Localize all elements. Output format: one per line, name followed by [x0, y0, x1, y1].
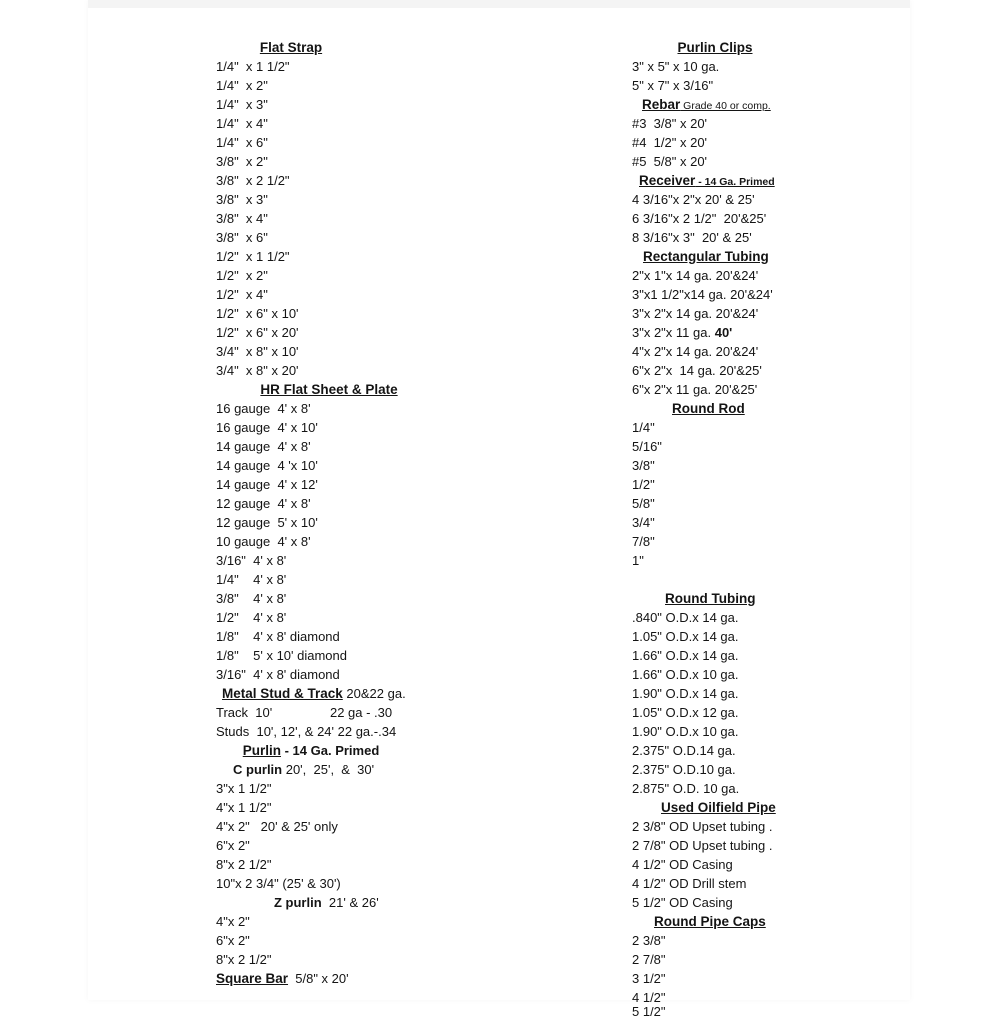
list-item: 1/4" 4' x 8' [216, 572, 287, 587]
list-item: 4 1/2" OD Drill stem [632, 876, 747, 891]
list-item: 3"x 1 1/2" [216, 781, 272, 796]
square-bar-title: Square Bar [216, 971, 289, 986]
list-item: 3/8" x 2 1/2" [216, 173, 290, 188]
list-item: 1/2" x 6" x 20' [216, 325, 299, 340]
list-item: 4 1/2" OD Casing [632, 857, 733, 872]
list-item: 3/4" x 8" x 10' [216, 344, 299, 359]
list-item: 3/8" x 6" [216, 230, 268, 245]
metal-stud-list [216, 703, 476, 741]
square-bar-suffix: 5/8" x 20' [288, 971, 349, 986]
metal-stud-suffix: 20&22 ga. [342, 686, 406, 701]
round-rod-list [632, 418, 822, 570]
used-pipe-heading: Used Oilfield Pipe [661, 800, 776, 815]
purlin-heading [216, 741, 406, 760]
list-item: 1/4" x 1 1/2" [216, 59, 290, 74]
list-item: 16 gauge 4' x 10' [216, 420, 318, 435]
rect-tubing-list-b [632, 342, 822, 399]
list-item: 2 3/8" OD Upset tubing . [632, 819, 773, 834]
list-item: 12 gauge 5' x 10' [216, 515, 318, 530]
list-item: 2.875" O.D. 10 ga. [632, 781, 740, 796]
purlin-title: Purlin [242, 743, 281, 758]
purlin-suffix: - 14 Ga. Primed [281, 743, 380, 758]
square-bar-line [216, 969, 476, 988]
hr-flat-heading: HR Flat Sheet & Plate [260, 382, 398, 397]
list-item: 1/2" 4' x 8' [216, 610, 287, 625]
metal-stud-heading [216, 684, 476, 703]
c-purlin-heading [216, 760, 476, 779]
list-item: 4"x 2"x 14 ga. 20'&24' [632, 344, 759, 359]
list-item: 5 1/2" OD Casing [632, 895, 733, 910]
list-item: 3/8" x 4" [216, 211, 268, 226]
metal-stud-title: Metal Stud & Track [222, 686, 343, 701]
list-item: 3"x1 1/2"x14 ga. 20'&24' [632, 287, 773, 302]
list-item: 10 gauge 4' x 8' [216, 534, 311, 549]
purlin-clips-list [632, 57, 822, 95]
list-item: 14 gauge 4 'x 10' [216, 458, 318, 473]
list-item: .840" O.D.x 14 ga. [632, 610, 739, 625]
list-item: 6"x 2" [216, 838, 250, 853]
list-item: 3/16" 4' x 8' [216, 553, 287, 568]
list-item: 2.375" O.D.14 ga. [632, 743, 736, 758]
rebar-list [632, 114, 822, 171]
list-item: 2"x 1"x 14 ga. 20'&24' [632, 268, 759, 283]
list-item: #4 1/2" x 20' [632, 135, 708, 150]
rect-tubing-bold-line [632, 323, 822, 342]
list-item: 4"x 1 1/2" [216, 800, 272, 815]
list-item: 1.90" O.D.x 10 ga. [632, 724, 739, 739]
list-item: 2.375" O.D.10 ga. [632, 762, 736, 777]
flat-strap-list [216, 57, 476, 380]
list-item: 3"x 2"x 14 ga. 20'&24' [632, 306, 759, 321]
list-item: 2 7/8" [632, 952, 666, 967]
list-item: 1/2" [632, 477, 655, 492]
list-item: 1/2" x 1 1/2" [216, 249, 290, 264]
list-item: 10"x 2 3/4" (25' & 30') [216, 876, 341, 891]
list-item: 14 gauge 4' x 8' [216, 439, 311, 454]
list-item: 1/4" x 2" [216, 78, 268, 93]
list-item: 5/16" [632, 439, 662, 454]
purlin-clips-heading: Purlin Clips [677, 40, 753, 55]
receiver-suffix: - 14 Ga. Primed [695, 176, 775, 188]
round-tubing-heading: Round Tubing [665, 591, 756, 606]
list-item: 1/2" x 4" [216, 287, 268, 302]
list-item: 1/2" x 6" x 10' [216, 306, 299, 321]
list-item: 7/8" [632, 534, 655, 549]
z-purlin-list [216, 912, 476, 969]
c-purlin-list [216, 779, 476, 893]
list-item: 4"x 2" [216, 914, 250, 929]
list-item: 1/4" [632, 420, 655, 435]
list-item: 6"x 2"x 11 ga. 20'&25' [632, 382, 758, 397]
list-item: 3/8" x 2" [216, 154, 268, 169]
rect-tubing-title: Rectangular Tubing [643, 249, 769, 264]
list-item: 16 gauge 4' x 8' [216, 401, 311, 416]
list-item: 3/4" x 8" x 20' [216, 363, 299, 378]
list-item: 1.05" O.D.x 12 ga. [632, 705, 739, 720]
list-item: 5/8" [632, 496, 655, 511]
flat-strap-heading: Flat Strap [259, 40, 323, 55]
list-item: 3/16" 4' x 8' diamond [216, 667, 340, 682]
list-item: 8"x 2 1/2" [216, 857, 272, 872]
list-item: 1/8" 4' x 8' diamond [216, 629, 340, 644]
list-item: 1/2" x 2" [216, 268, 268, 283]
rect-tubing-bold-prefix: 3"x 2"x 11 ga. [632, 325, 715, 340]
rect-tubing-list-a [632, 266, 822, 323]
round-rod-heading: Round Rod [672, 401, 745, 416]
list-item: Track 10' 22 ga - .30 [216, 705, 393, 720]
round-tubing-list [632, 608, 822, 798]
list-item: 14 gauge 4' x 12' [216, 477, 318, 492]
list-item: 2 7/8" OD Upset tubing . [632, 838, 773, 853]
right-column [632, 38, 822, 1017]
list-item: 6 3/16"x 2 1/2" 20'&25' [632, 211, 767, 226]
list-item: 8"x 2 1/2" [216, 952, 272, 967]
list-item: 8 3/16"x 3" 20' & 25' [632, 230, 752, 245]
list-item: 3/8" 4' x 8' [216, 591, 287, 606]
list-item: 1/4" x 4" [216, 116, 268, 131]
list-item: 1.90" O.D.x 14 ga. [632, 686, 739, 701]
list-item: 1.66" O.D.x 10 ga. [632, 667, 739, 682]
list-item: 5" x 7" x 3/16" [632, 78, 714, 93]
z-purlin-heading [216, 893, 476, 912]
list-item: 3 1/2" [632, 971, 666, 986]
list-item: 1" [632, 553, 644, 568]
list-item: 12 gauge 4' x 8' [216, 496, 311, 511]
list-item: 1/4" x 3" [216, 97, 268, 112]
list-item: 3/8" x 3" [216, 192, 268, 207]
z-purlin-label: Z purlin [274, 895, 322, 910]
round-rod-gap [632, 570, 822, 589]
list-item: #3 3/8" x 20' [632, 116, 708, 131]
hr-flat-list [216, 399, 476, 684]
pipe-caps-heading: Round Pipe Caps [654, 914, 766, 929]
list-item: 1.66" O.D.x 14 ga. [632, 648, 739, 663]
rebar-suffix: Grade 40 or comp. [680, 100, 771, 112]
list-item: #5 5/8" x 20' [632, 154, 708, 169]
receiver-heading [632, 171, 822, 190]
list-item: 6"x 2" [216, 933, 250, 948]
list-item: 4 1/2" [632, 990, 666, 1005]
list-item: 1.05" O.D.x 14 ga. [632, 629, 739, 644]
z-purlin-suffix: 21' & 26' [321, 895, 379, 910]
pipe-caps-list [632, 931, 822, 1007]
list-item: 3/4" [632, 515, 655, 530]
rebar-heading [632, 95, 822, 114]
list-item: 4"x 2" 20' & 25' only [216, 819, 338, 834]
rect-tubing-bold-length: 40' [714, 325, 733, 340]
used-pipe-list [632, 817, 822, 912]
rebar-title: Rebar [642, 97, 681, 112]
list-item: Studs 10', 12', & 24' 22 ga.-.34 [216, 724, 397, 739]
list-item: 1/8" 5' x 10' diamond [216, 648, 347, 663]
list-item: 4 3/16"x 2"x 20' & 25' [632, 192, 755, 207]
c-purlin-label: C purlin [233, 762, 283, 777]
scan-top-band [88, 0, 910, 8]
pipe-caps-cutoff-item: 5 1/2" [632, 1007, 666, 1017]
left-column [216, 38, 476, 988]
list-item: 1/4" x 6" [216, 135, 268, 150]
list-item: 3" x 5" x 10 ga. [632, 59, 720, 74]
receiver-title: Receiver [639, 173, 696, 188]
list-item: 6"x 2"x 14 ga. 20'&25' [632, 363, 762, 378]
receiver-list [632, 190, 822, 247]
list-item: 3/8" [632, 458, 655, 473]
rect-tubing-heading [632, 247, 822, 266]
list-item: 2 3/8" [632, 933, 666, 948]
c-purlin-suffix: 20', 25', & 30' [282, 762, 375, 777]
